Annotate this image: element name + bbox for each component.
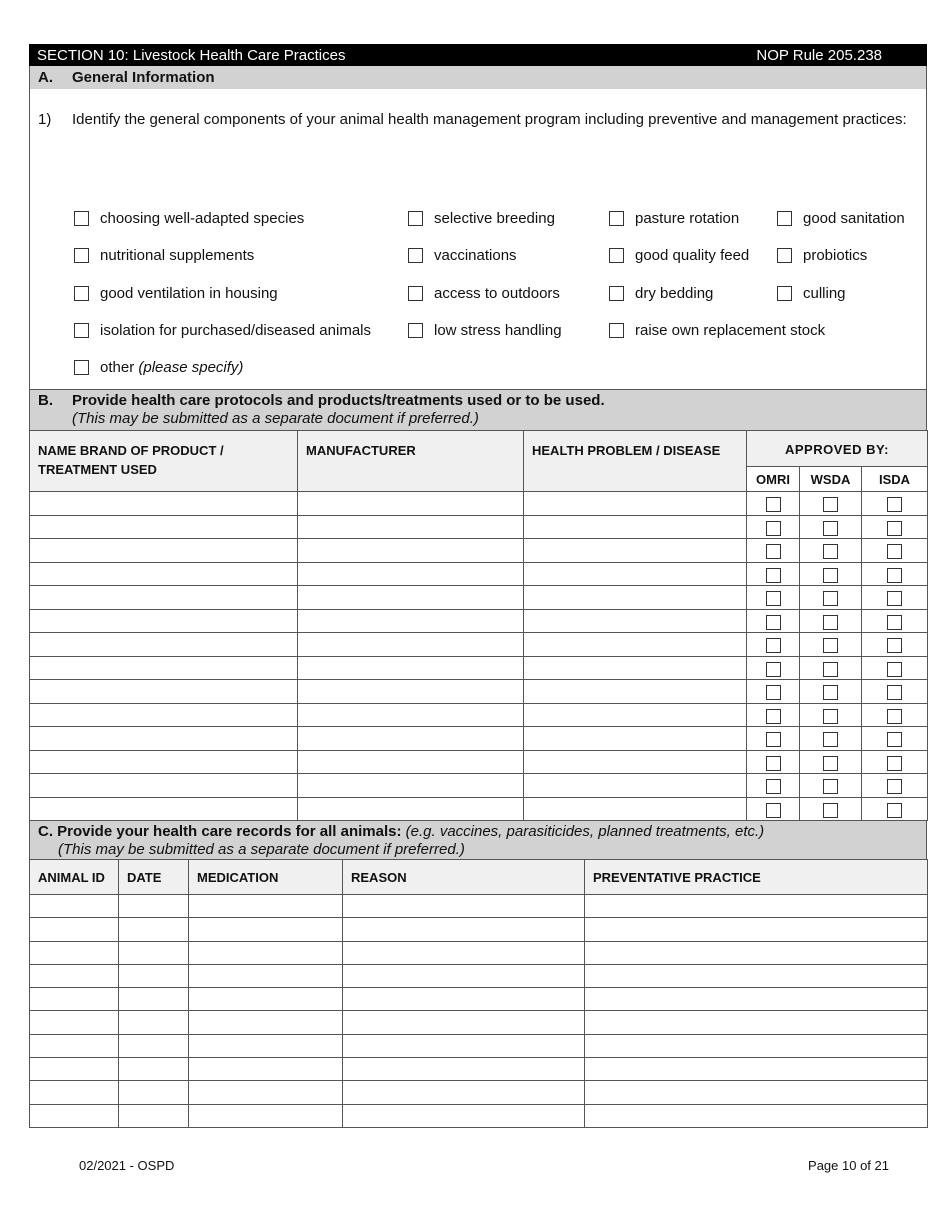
isda-checkbox[interactable] <box>887 591 902 606</box>
product-cell[interactable] <box>30 680 298 704</box>
medication-cell[interactable] <box>189 895 343 918</box>
option-label: access to outdoors <box>434 285 560 302</box>
medication-cell[interactable] <box>189 1034 343 1057</box>
section-c-header <box>29 821 927 859</box>
manufacturer-cell[interactable] <box>298 562 524 586</box>
omri-checkbox[interactable] <box>766 544 781 559</box>
table-row <box>30 988 928 1011</box>
isda-checkbox[interactable] <box>887 638 902 653</box>
date-cell[interactable] <box>119 964 189 987</box>
section-c-examples: (e.g. vaccines, parasiticides, planned treatments, etc.) <box>405 823 765 840</box>
wsda-cell <box>800 797 862 821</box>
wsda-checkbox[interactable] <box>823 803 838 818</box>
manufacturer-cell[interactable] <box>298 703 524 727</box>
manufacturer-cell[interactable] <box>298 797 524 821</box>
wsda-checkbox[interactable] <box>823 615 838 630</box>
section-b-note: (This may be submitted as a separate document if preferred.) <box>72 410 479 427</box>
medication-cell[interactable] <box>189 1081 343 1104</box>
option-label: selective breeding <box>434 210 555 227</box>
option-label: isolation for purchased/diseased animals <box>100 322 371 339</box>
table-row <box>30 774 928 798</box>
omri-checkbox[interactable] <box>766 709 781 724</box>
reason-cell[interactable] <box>343 964 585 987</box>
product-cell[interactable] <box>30 633 298 657</box>
option-label: nutritional supplements <box>100 247 255 264</box>
manufacturer-cell[interactable] <box>298 609 524 633</box>
health-problem-cell[interactable] <box>524 562 747 586</box>
col-omri: OMRI <box>747 467 800 492</box>
product-cell[interactable] <box>30 703 298 727</box>
table-row <box>30 964 928 987</box>
option-access-to-outdoors[interactable] <box>408 285 560 302</box>
wsda-cell <box>800 750 862 774</box>
checkbox[interactable] <box>74 248 89 263</box>
option-probiotics[interactable] <box>777 247 867 264</box>
date-cell[interactable] <box>119 1104 189 1127</box>
checkbox[interactable] <box>609 211 624 226</box>
option-selective-breeding[interactable] <box>408 210 555 227</box>
manufacturer-cell[interactable] <box>298 774 524 798</box>
isda-checkbox[interactable] <box>887 497 902 512</box>
option-label: choosing well-adapted species <box>100 210 305 227</box>
preventative-practice-cell[interactable] <box>585 918 928 941</box>
checkbox-row <box>74 322 924 342</box>
omri-checkbox[interactable] <box>766 591 781 606</box>
option-other[interactable] <box>74 359 243 376</box>
health-problem-cell[interactable] <box>524 750 747 774</box>
health-problem-cell[interactable] <box>524 633 747 657</box>
health-problem-cell[interactable] <box>524 539 747 563</box>
isda-cell <box>862 492 928 516</box>
reason-cell[interactable] <box>343 1104 585 1127</box>
table-row <box>30 656 928 680</box>
option-good-ventilation[interactable] <box>74 285 278 302</box>
animal-id-cell[interactable] <box>30 1011 119 1034</box>
table-row <box>30 1104 928 1127</box>
manufacturer-cell[interactable] <box>298 515 524 539</box>
option-label: raise own replacement stock <box>635 322 826 339</box>
omri-checkbox[interactable] <box>766 685 781 700</box>
product-cell[interactable] <box>30 586 298 610</box>
product-cell[interactable] <box>30 727 298 751</box>
section-b-header <box>29 390 927 430</box>
manufacturer-cell[interactable] <box>298 492 524 516</box>
section-a-title: General Information <box>72 69 215 86</box>
table-row <box>30 797 928 821</box>
wsda-checkbox[interactable] <box>823 544 838 559</box>
protocols-table <box>29 430 928 821</box>
wsda-cell <box>800 586 862 610</box>
footer-date: 02/2021 - OSPD <box>79 1158 175 1173</box>
option-label: culling <box>803 285 846 302</box>
wsda-cell <box>800 633 862 657</box>
table-row <box>30 941 928 964</box>
section-a-body <box>29 89 927 390</box>
wsda-cell <box>800 703 862 727</box>
table-row <box>30 492 928 516</box>
health-problem-cell[interactable] <box>524 609 747 633</box>
section-c-title: C. Provide your health care records for all animals: <box>38 823 402 840</box>
option-label: good sanitation <box>803 210 905 227</box>
checkbox-row <box>74 210 924 230</box>
isda-checkbox[interactable] <box>887 803 902 818</box>
checkbox-row <box>74 285 924 305</box>
reason-cell[interactable] <box>343 941 585 964</box>
omri-cell <box>747 774 800 798</box>
question-1 <box>38 110 918 129</box>
product-cell[interactable] <box>30 492 298 516</box>
checkbox[interactable] <box>74 211 89 226</box>
table-row <box>30 680 928 704</box>
table-row <box>30 895 928 918</box>
date-cell[interactable] <box>119 988 189 1011</box>
section-c-note: (This may be submitted as a separate document if preferred.) <box>58 841 465 858</box>
col-date: DATE <box>119 860 189 895</box>
col-manufacturer: MANUFACTURER <box>298 431 524 492</box>
medication-cell[interactable] <box>189 1058 343 1081</box>
omri-cell <box>747 586 800 610</box>
preventative-practice-cell[interactable] <box>585 1058 928 1081</box>
question-text: Identify the general components of your animal health management program including preventive and management practices: <box>72 111 907 128</box>
checkbox[interactable] <box>408 211 423 226</box>
preventative-practice-cell[interactable] <box>585 1011 928 1034</box>
isda-checkbox[interactable] <box>887 732 902 747</box>
checkbox[interactable] <box>609 286 624 301</box>
option-label: pasture rotation <box>635 210 740 227</box>
table-row <box>30 515 928 539</box>
product-cell[interactable] <box>30 562 298 586</box>
omri-cell <box>747 703 800 727</box>
isda-cell <box>862 680 928 704</box>
isda-checkbox[interactable] <box>887 521 902 536</box>
option-label: good ventilation in housing <box>100 285 278 302</box>
reason-cell[interactable] <box>343 1034 585 1057</box>
section-title: SECTION 10: Livestock Health Care Practices <box>37 46 346 64</box>
omri-checkbox[interactable] <box>766 497 781 512</box>
date-cell[interactable] <box>119 1058 189 1081</box>
table-row <box>30 1011 928 1034</box>
reason-cell[interactable] <box>343 1011 585 1034</box>
product-cell[interactable] <box>30 539 298 563</box>
date-cell[interactable] <box>119 1011 189 1034</box>
product-cell[interactable] <box>30 797 298 821</box>
isda-cell <box>862 562 928 586</box>
checkbox-row <box>74 247 924 267</box>
medication-cell[interactable] <box>189 1104 343 1127</box>
health-problem-cell[interactable] <box>524 703 747 727</box>
checkbox[interactable] <box>777 286 792 301</box>
isda-checkbox[interactable] <box>887 685 902 700</box>
footer-page-number: Page 10 of 21 <box>808 1158 889 1173</box>
option-pasture-rotation[interactable] <box>609 210 739 227</box>
isda-checkbox[interactable] <box>887 756 902 771</box>
preventative-practice-cell[interactable] <box>585 941 928 964</box>
form-page <box>29 44 927 1128</box>
date-cell[interactable] <box>119 1081 189 1104</box>
omri-checkbox[interactable] <box>766 779 781 794</box>
animal-id-cell[interactable] <box>30 1081 119 1104</box>
table-row <box>30 750 928 774</box>
table-row <box>30 1034 928 1057</box>
option-well-adapted-species[interactable] <box>74 210 304 227</box>
isda-cell <box>862 656 928 680</box>
omri-cell <box>747 515 800 539</box>
table-row <box>30 586 928 610</box>
wsda-checkbox[interactable] <box>823 709 838 724</box>
medication-cell[interactable] <box>189 918 343 941</box>
omri-checkbox[interactable] <box>766 568 781 583</box>
product-cell[interactable] <box>30 774 298 798</box>
reason-cell[interactable] <box>343 918 585 941</box>
omri-cell <box>747 609 800 633</box>
option-dry-bedding[interactable] <box>609 285 713 302</box>
option-good-sanitation[interactable] <box>777 210 905 227</box>
omri-cell <box>747 539 800 563</box>
manufacturer-cell[interactable] <box>298 680 524 704</box>
animal-id-cell[interactable] <box>30 964 119 987</box>
option-nutritional-supplements[interactable] <box>74 247 254 264</box>
animal-id-cell[interactable] <box>30 988 119 1011</box>
omri-cell <box>747 680 800 704</box>
date-cell[interactable] <box>119 918 189 941</box>
reason-cell[interactable] <box>343 988 585 1011</box>
protocols-table-body <box>30 492 928 821</box>
checkbox[interactable] <box>74 323 89 338</box>
omri-cell <box>747 633 800 657</box>
health-problem-cell[interactable] <box>524 515 747 539</box>
isda-cell <box>862 797 928 821</box>
option-low-stress-handling[interactable] <box>408 322 562 339</box>
omri-cell <box>747 492 800 516</box>
wsda-checkbox[interactable] <box>823 756 838 771</box>
medication-cell[interactable] <box>189 964 343 987</box>
col-medication: MEDICATION <box>189 860 343 895</box>
checkbox[interactable] <box>74 360 89 375</box>
omri-checkbox[interactable] <box>766 615 781 630</box>
animal-id-cell[interactable] <box>30 1104 119 1127</box>
section-b-title: Provide health care protocols and products/treatments used or to be used. <box>72 392 605 409</box>
wsda-checkbox[interactable] <box>823 685 838 700</box>
wsda-cell <box>800 680 862 704</box>
isda-checkbox[interactable] <box>887 544 902 559</box>
manufacturer-cell[interactable] <box>298 750 524 774</box>
preventative-practice-cell[interactable] <box>585 988 928 1011</box>
table-row <box>30 609 928 633</box>
wsda-cell <box>800 656 862 680</box>
option-isolation[interactable] <box>74 322 371 339</box>
wsda-cell <box>800 727 862 751</box>
preventative-practice-cell[interactable] <box>585 895 928 918</box>
isda-checkbox[interactable] <box>887 615 902 630</box>
wsda-checkbox[interactable] <box>823 662 838 677</box>
omri-checkbox[interactable] <box>766 756 781 771</box>
manufacturer-cell[interactable] <box>298 586 524 610</box>
nop-rule: NOP Rule 205.238 <box>756 46 882 64</box>
table-row <box>30 1058 928 1081</box>
isda-checkbox[interactable] <box>887 779 902 794</box>
checkbox[interactable] <box>74 286 89 301</box>
option-note: (please specify) <box>138 359 244 376</box>
isda-checkbox[interactable] <box>887 709 902 724</box>
checkbox[interactable] <box>408 323 423 338</box>
option-label: other <box>100 359 135 376</box>
section-a-letter: A. <box>38 69 53 86</box>
product-cell[interactable] <box>30 515 298 539</box>
section-a-header <box>29 66 927 89</box>
checkbox[interactable] <box>408 248 423 263</box>
medication-cell[interactable] <box>189 941 343 964</box>
isda-cell <box>862 633 928 657</box>
product-cell[interactable] <box>30 750 298 774</box>
omri-cell <box>747 562 800 586</box>
omri-cell <box>747 656 800 680</box>
question-number: 1) <box>38 111 52 128</box>
reason-cell[interactable] <box>343 1081 585 1104</box>
isda-cell <box>862 774 928 798</box>
option-label: vaccinations <box>434 247 517 264</box>
wsda-checkbox[interactable] <box>823 732 838 747</box>
manufacturer-cell[interactable] <box>298 633 524 657</box>
animal-id-cell[interactable] <box>30 895 119 918</box>
product-cell[interactable] <box>30 609 298 633</box>
animal-id-cell[interactable] <box>30 1034 119 1057</box>
isda-cell <box>862 609 928 633</box>
date-cell[interactable] <box>119 1034 189 1057</box>
isda-cell <box>862 515 928 539</box>
manufacturer-cell[interactable] <box>298 539 524 563</box>
medication-cell[interactable] <box>189 1011 343 1034</box>
animal-id-cell[interactable] <box>30 1058 119 1081</box>
col-preventative-practice: PREVENTATIVE PRACTICE <box>585 860 928 895</box>
wsda-cell <box>800 562 862 586</box>
medication-cell[interactable] <box>189 988 343 1011</box>
option-label: dry bedding <box>635 285 714 302</box>
health-problem-cell[interactable] <box>524 586 747 610</box>
section-b-letter: B. <box>38 392 53 409</box>
omri-cell <box>747 750 800 774</box>
wsda-checkbox[interactable] <box>823 568 838 583</box>
wsda-cell <box>800 774 862 798</box>
health-problem-cell[interactable] <box>524 656 747 680</box>
checkbox[interactable] <box>609 248 624 263</box>
omri-checkbox[interactable] <box>766 521 781 536</box>
records-table <box>29 859 928 1128</box>
omri-checkbox[interactable] <box>766 803 781 818</box>
wsda-cell <box>800 539 862 563</box>
isda-checkbox[interactable] <box>887 568 902 583</box>
wsda-checkbox[interactable] <box>823 591 838 606</box>
table-row <box>30 1081 928 1104</box>
wsda-checkbox[interactable] <box>823 638 838 653</box>
wsda-cell <box>800 492 862 516</box>
option-label: low stress handling <box>434 322 562 339</box>
option-label: good quality feed <box>635 247 750 264</box>
option-raise-own-replacement[interactable] <box>609 322 825 339</box>
table-row <box>30 703 928 727</box>
col-wsda: WSDA <box>800 467 862 492</box>
animal-id-cell[interactable] <box>30 918 119 941</box>
omri-cell <box>747 797 800 821</box>
manufacturer-cell[interactable] <box>298 727 524 751</box>
table-row <box>30 539 928 563</box>
reason-cell[interactable] <box>343 895 585 918</box>
health-problem-cell[interactable] <box>524 774 747 798</box>
preventative-practice-cell[interactable] <box>585 1081 928 1104</box>
table-row <box>30 727 928 751</box>
col-reason: REASON <box>343 860 585 895</box>
health-problem-cell[interactable] <box>524 797 747 821</box>
option-label: probiotics <box>803 247 868 264</box>
table-row <box>30 562 928 586</box>
table-row <box>30 633 928 657</box>
animal-id-cell[interactable] <box>30 941 119 964</box>
wsda-checkbox[interactable] <box>823 779 838 794</box>
omri-checkbox[interactable] <box>766 662 781 677</box>
date-cell[interactable] <box>119 941 189 964</box>
preventative-practice-cell[interactable] <box>585 964 928 987</box>
checkbox[interactable] <box>777 211 792 226</box>
omri-checkbox[interactable] <box>766 638 781 653</box>
health-problem-cell[interactable] <box>524 680 747 704</box>
isda-cell <box>862 539 928 563</box>
col-product: NAME BRAND OF PRODUCT / TREATMENT USED <box>30 431 298 492</box>
table-row <box>30 918 928 941</box>
preventative-practice-cell[interactable] <box>585 1104 928 1127</box>
health-problem-cell[interactable] <box>524 727 747 751</box>
checkbox[interactable] <box>408 286 423 301</box>
isda-cell <box>862 586 928 610</box>
option-culling[interactable] <box>777 285 846 302</box>
isda-cell <box>862 703 928 727</box>
isda-checkbox[interactable] <box>887 662 902 677</box>
health-problem-cell[interactable] <box>524 492 747 516</box>
omri-checkbox[interactable] <box>766 732 781 747</box>
wsda-cell <box>800 515 862 539</box>
option-vaccinations[interactable] <box>408 247 517 264</box>
col-health-problem: HEALTH PROBLEM / DISEASE <box>524 431 747 492</box>
checkbox[interactable] <box>609 323 624 338</box>
wsda-cell <box>800 609 862 633</box>
isda-cell <box>862 727 928 751</box>
col-animal-id: ANIMAL ID <box>30 860 119 895</box>
date-cell[interactable] <box>119 895 189 918</box>
option-good-quality-feed[interactable] <box>609 247 749 264</box>
checkbox[interactable] <box>777 248 792 263</box>
wsda-checkbox[interactable] <box>823 521 838 536</box>
manufacturer-cell[interactable] <box>298 656 524 680</box>
product-cell[interactable] <box>30 656 298 680</box>
omri-cell <box>747 727 800 751</box>
preventative-practice-cell[interactable] <box>585 1034 928 1057</box>
reason-cell[interactable] <box>343 1058 585 1081</box>
wsda-checkbox[interactable] <box>823 497 838 512</box>
section-title-bar <box>29 44 927 66</box>
col-approved-by: APPROVED BY: <box>747 431 928 467</box>
records-table-body <box>30 895 928 1128</box>
col-isda: ISDA <box>862 467 928 492</box>
checkbox-row <box>74 359 924 379</box>
isda-cell <box>862 750 928 774</box>
